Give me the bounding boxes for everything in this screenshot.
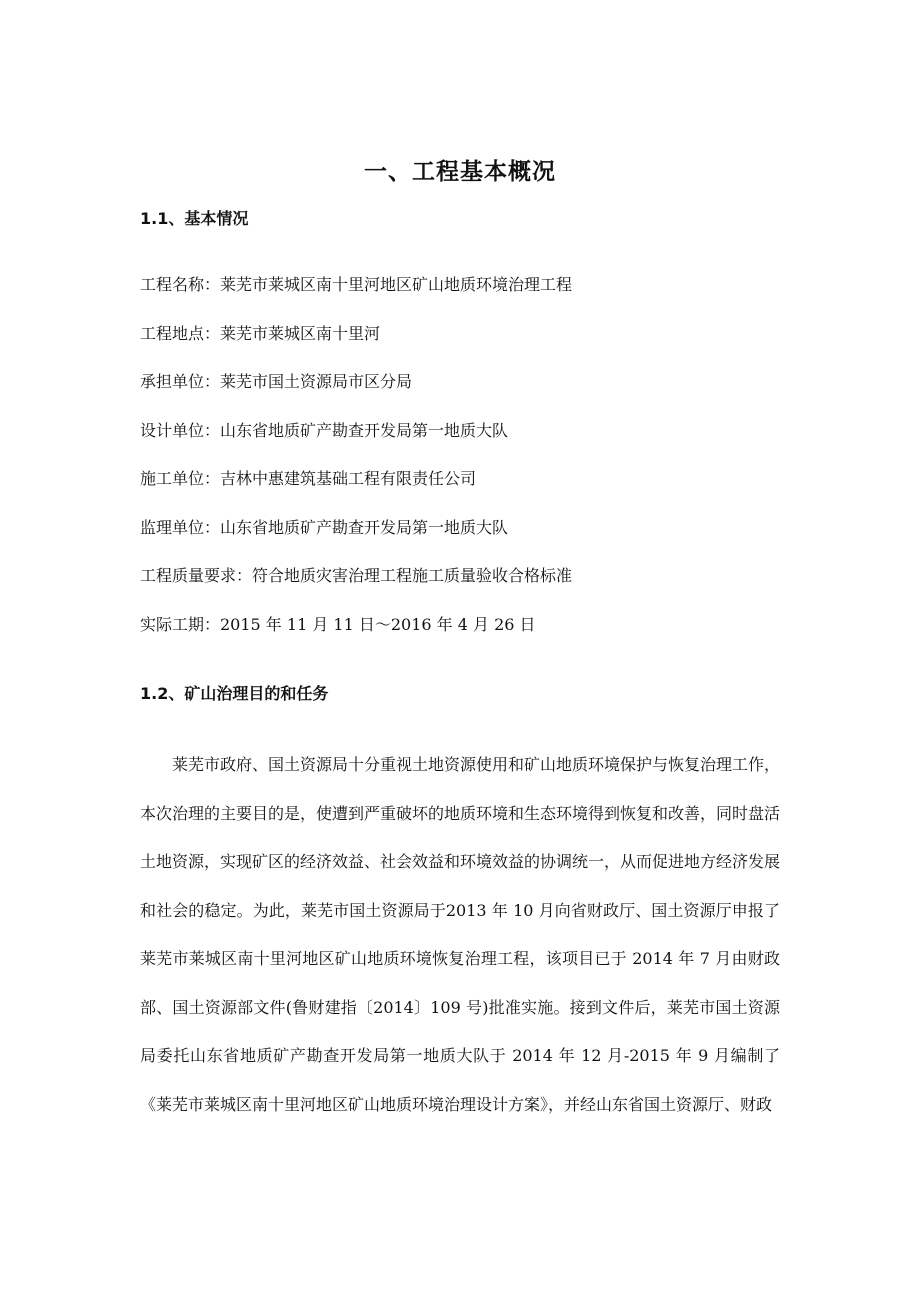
page-title: 一、工程基本概况 — [364, 159, 556, 186]
project-info-list — [140, 270, 800, 658]
purpose-paragraph: 莱芜市政府、国土资源局十分重视土地资源使用和矿山地质环境保护与恢复治理工作，本次治理的主要目的是，使遭到严重破坏的地质环境和生态环境得到恢复和改善，同时盘活土地资源，实现矿区的经济效益、社会效益和环境效益的协调统一，从而促进地方经济发展和社会的稳定。为此，莱芜市国土资源局于2013 年 10 月向省财政厅、国土资源厅申报了莱芜市莱城区南十里河地区矿山地质环境恢复治理工程，该项目已于 2014 年 7 月由财政部、国土资源部文件(鲁财建指〔2014〕109 号)批准实施。接到文件后，莱芜市国土资源局委托山东省地质矿产勘查开发局第一地质大队于 2014 年 12 月-2015 年 9 月编制了《莱芜市莱城区南十里河地区矿山地质环境治理设计方案》，并经山东省国土资源厅、财政 — [140, 755, 781, 1114]
info-supervision-unit: 监理单位：山东省地质矿产勘查开发局第一地质大队 — [140, 517, 509, 537]
info-undertaking-unit: 承担单位：莱芜市国土资源局市区分局 — [140, 372, 413, 391]
info-construction-unit: 施工单位：吉林中惠建筑基础工程有限责任公司 — [140, 469, 477, 488]
info-project-name: 工程名称：莱芜市莱城区南十里河地区矿山地质环境治理工程 — [140, 275, 573, 294]
info-project-location: 工程地点：莱芜市莱城区南十里河 — [140, 323, 381, 343]
info-design-unit: 设计单位：山东省地质矿产勘查开发局第一地质大队 — [140, 420, 509, 440]
info-quality-requirement: 工程质量要求：符合地质灾害治理工程施工质量验收合格标准 — [140, 566, 573, 585]
info-actual-duration: 实际工期：2015 年 11 月 11 日～2016 年 4 月 26 日 — [140, 614, 536, 634]
section-heading-basic-info: 1.1、基本情况 — [140, 209, 249, 228]
section-heading-purpose-tasks: 1.2、矿山治理目的和任务 — [140, 684, 329, 703]
